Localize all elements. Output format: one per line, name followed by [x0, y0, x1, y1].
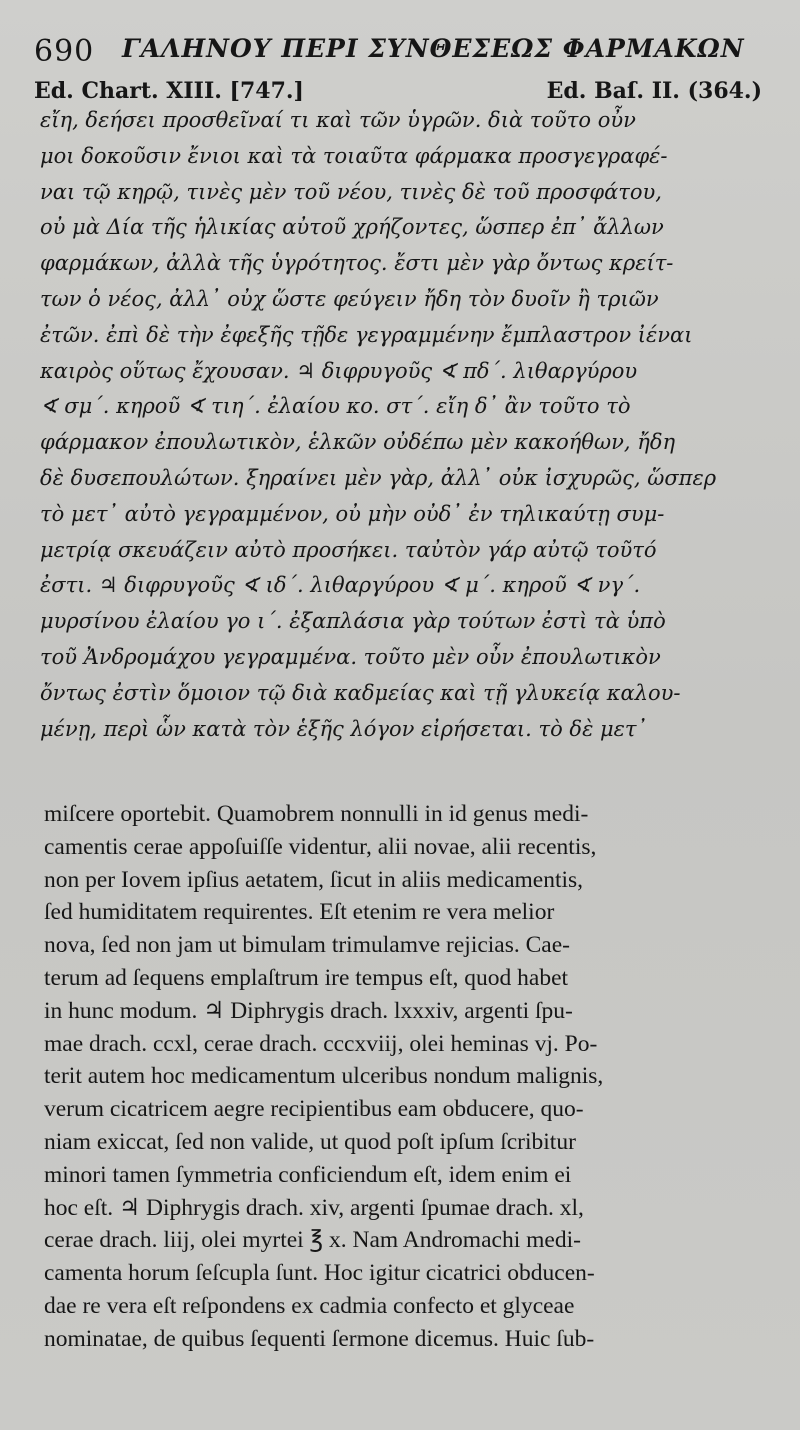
edition-reference-right: Ed. Baſ. II. (364.)	[546, 78, 762, 104]
latin-text-block	[44, 798, 772, 1356]
greek-line: ναι τῷ κηρῷ, τινὲς μὲν τοῦ νέου, τινὲς δὲ τοῦ προσφάτου,	[40, 179, 662, 204]
greek-line: φάρμακον ἐπουλωτικὸν, ἑλκῶν οὐδέπω μὲν κακοήθων, ἤδη	[40, 430, 676, 455]
greek-line: τοῦ Ἀνδρομάχου γεγραμμένα. τοῦτο μὲν οὖν ἐπουλωτικὸν	[40, 644, 661, 669]
latin-line: miſcere oportebit. Quamobrem nonnulli in id genus medi-	[44, 801, 589, 827]
latin-line: in hunc modum. ♃ Diphrygis drach. lxxxiv, argenti ſpu-	[44, 997, 573, 1024]
latin-line: terum ad ſequens emplaſtrum ire tempus eſt, quod habet	[44, 964, 569, 991]
latin-line: nova, ſed non jam ut bimulam trimulamve rejicias. Cae-	[44, 932, 570, 959]
greek-line: ∢ σμ΄. κηροῦ ∢ τιη΄. ἐλαίου κο. στ΄. εἴη δ᾽ ἂν τοῦτο τὸ	[40, 394, 631, 419]
latin-line: hoc eſt. ♃ Diphrygis drach. xiv, argenti ſpumae drach. xl,	[44, 1194, 584, 1221]
edition-reference-left: Ed. Chart. XIII. [747.]	[34, 78, 304, 104]
latin-line: mae drach. ccxl, cerae drach. cccxviij, olei heminas vj. Po-	[44, 1030, 598, 1057]
latin-line: verum cicatricem aegre recipientibus eam obducere, quo-	[44, 1096, 584, 1123]
greek-line: δὲ δυσεπουλώτων. ξηραίνει μὲν γὰρ, ἀλλ᾽ οὐκ ἰσχυρῶς, ὥσπερ	[40, 465, 717, 490]
latin-line: dae re vera eſt reſpondens ex cadmia confecto et glyceae	[44, 1292, 575, 1319]
greek-text-block	[40, 103, 770, 747]
latin-line: ſed humiditatem requirentes. Eſt etenim re vera melior	[44, 899, 555, 926]
latin-line: cerae drach. liij, olei myrtei ℥ x. Nam Andromachi medi-	[44, 1227, 581, 1254]
latin-line: minori tamen ſymmetria conficiendum eſt, idem enim ei	[44, 1161, 572, 1188]
greek-line: εἴη, δεήσει προσθεῖναί τι καὶ τῶν ὑγρῶν. διὰ τοῦτο οὖν	[40, 108, 636, 132]
greek-line: τὸ μετ᾽ αὐτὸ γεγραμμένον, οὐ μὴν οὐδ᾽ ἐν τηλικαύτῃ συμ-	[40, 501, 665, 526]
latin-line: camenta horum ſeſcupla ſunt. Hoc igitur cicatrici obducen-	[44, 1260, 595, 1287]
latin-line: non per Iovem ipſius aetatem, ſicut in aliis medicamentis,	[44, 866, 584, 893]
running-title: ΓΑΛΗΝΟΥ ΠΕΡΙ ΣΥΝΘΕΣΕΩΣ ΦΑΡΜΑΚΩΝ	[122, 34, 745, 63]
greek-line: ὄντως ἐστὶν ὅμοιον τῷ διὰ καδμείας καὶ τῇ γλυκείᾳ καλου-	[40, 680, 681, 705]
page-header	[32, 24, 772, 104]
greek-line: μοι δοκοῦσιν ἔνιοι καὶ τὰ τοιαῦτα φάρμακα προσγεγραφέ-	[40, 143, 668, 168]
latin-line: camentis cerae appoſuiſſe videntur, alii novae, alii recentis,	[44, 833, 597, 860]
greek-line: ἐτῶν. ἐπὶ δὲ τὴν ἐφεξῆς τῇδε γεγραμμένην ἔμπλαστρον ἰέναι	[40, 322, 693, 347]
latin-line: nominatae, de quibus ſequenti ſermone dicemus. Huic ſub-	[44, 1325, 595, 1352]
greek-line: καιρὸς οὕτως ἔχουσαν. ♃ διφρυγοῦς ∢ πδ΄. λιθαργύρου	[40, 358, 638, 383]
greek-line: των ὁ νέος, ἀλλ᾽ οὐχ ὥστε φεύγειν ἤδη τὸν δυοῖν ἢ τριῶν	[40, 286, 659, 311]
greek-line: ἐστι. ♃ διφρυγοῦς ∢ ιδ΄. λιθαργύρου ∢ μ΄. κηροῦ ∢ νγ΄.	[40, 573, 641, 598]
greek-line: μυρσίνου ἐλαίου γο ι΄. ἐξαπλάσια γὰρ τούτων ἐστὶ τὰ ὑπὸ	[40, 609, 666, 634]
greek-line: μετρίᾳ σκευάζειν αὐτὸ προσήκει. ταὐτὸν γάρ αὐτῷ τοῦτό	[40, 537, 657, 562]
page-number: 690	[34, 34, 95, 69]
greek-line: φαρμάκων, ἀλλὰ τῆς ὑγρότητος. ἔστι μὲν γὰρ ὄντως κρείτ-	[40, 251, 674, 276]
greek-line: οὐ μὰ Δία τῆς ἡλικίας αὐτοῦ χρήζοντες, ὥσπερ ἐπ᾽ ἄλλων	[40, 215, 664, 240]
greek-line: μένῃ, περὶ ὧν κατὰ τὸν ἑξῆς λόγον εἰρήσεται. τὸ δὲ μετ᾽	[40, 716, 648, 741]
latin-line: niam exiccat, ſed non valide, ut quod poſt ipſum ſcribitur	[44, 1128, 576, 1155]
latin-line: terit autem hoc medicamentum ulceribus nondum malignis,	[44, 1063, 604, 1090]
